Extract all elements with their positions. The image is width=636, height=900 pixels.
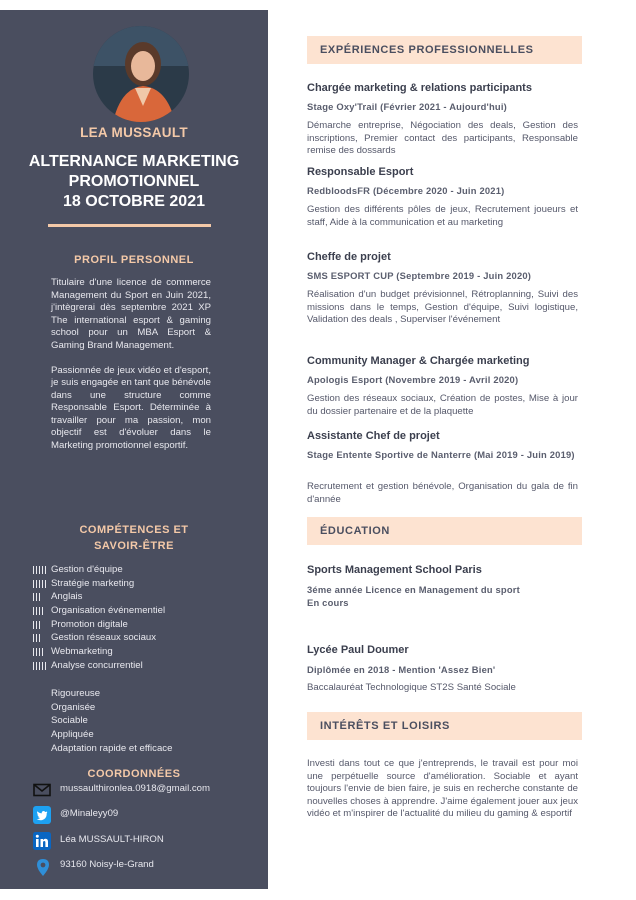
job-title: Cheffe de projet <box>307 251 391 263</box>
title-divider <box>48 224 211 227</box>
skill-item <box>33 590 253 604</box>
skill-item <box>33 631 253 645</box>
skill-label: Gestion réseaux sociaux <box>51 632 157 644</box>
profil-text <box>51 277 211 465</box>
skill-level-bar <box>36 593 37 601</box>
skill-item <box>33 659 253 673</box>
job-title: Chargée marketing & relations participants <box>307 82 532 94</box>
skill-level-bar <box>39 662 40 670</box>
skill-level-bar <box>36 634 37 642</box>
skills-list <box>33 563 253 673</box>
skill-label: Organisation événementiel <box>51 605 166 617</box>
skill-level-bar <box>42 566 43 574</box>
skill-level-bar <box>42 648 43 656</box>
skill-level-bar <box>39 566 40 574</box>
twitter-handle: @Minaleyy09 <box>60 808 119 819</box>
skill-label: Gestion d'équipe <box>51 564 123 575</box>
linkedin-name: Léa MUSSAULT-HIRON <box>60 834 164 845</box>
skill-level-bar <box>39 607 40 615</box>
contact-email[interactable] <box>33 781 263 799</box>
skill-level-bar <box>36 566 37 574</box>
hobbies-heading: INTÉRÊTS ET LOISIRS <box>320 720 450 732</box>
school-detail <box>307 583 520 609</box>
school-status: En cours <box>307 597 349 608</box>
skill-level-bar <box>36 662 37 670</box>
profil-paragraph: Passionnée de jeux vidéo et d'esport, je suis engagée en tant que bénévole dans une structure comme Responsable Esport. Déterminée à travailler pour ma passion, mon objectif est d'évoluer dans le Marketing promotionnel esportif. <box>51 364 211 451</box>
school-name: Sports Management School Paris <box>307 564 482 576</box>
contact-linkedin[interactable] <box>33 832 263 850</box>
skill-level-bar <box>42 662 43 670</box>
cv-title-line: 18 OCTOBRE 2021 <box>63 193 205 210</box>
skill-level-bar <box>45 580 46 588</box>
skill-level-bar <box>42 580 43 588</box>
contact-heading: COORDONNÉES <box>87 768 181 780</box>
skill-level-bar <box>42 607 43 615</box>
skill-level-bar <box>39 580 40 588</box>
quality-item: Sociable <box>51 715 88 727</box>
job-subtitle: Stage Entente Sportive de Nanterre (Mai 2019 - Juin 2019) <box>307 449 575 460</box>
skill-label: Analyse concurrentiel <box>51 659 143 671</box>
skill-level-bar <box>33 607 34 615</box>
job-title: Responsable Esport <box>307 166 414 178</box>
location-pin-icon <box>34 856 52 878</box>
skill-level-bar <box>39 648 40 656</box>
job-title: Assistante Chef de projet <box>307 430 440 442</box>
skill-level-bars <box>33 662 46 670</box>
skill-level-bar <box>36 580 37 588</box>
skill-level-bars <box>33 634 40 642</box>
job-subtitle: RedbloodsFR (Décembre 2020 - Juin 2021) <box>307 185 505 196</box>
skill-level-bar <box>33 566 34 574</box>
profile-photo <box>93 26 189 122</box>
location-text: 93160 Noisy-le-Grand <box>60 859 154 870</box>
contact-twitter[interactable] <box>33 806 263 824</box>
school-description: Baccalauréat Technologique ST2S Santé Sociale <box>307 682 516 693</box>
skill-level-bar <box>45 566 46 574</box>
skill-level-bar <box>36 621 37 629</box>
skill-item <box>33 645 253 659</box>
job-description: Démarche entreprise, Négociation des deals, Gestion des inscriptions, Premier contact des participants, Responsable remise des dossards <box>307 120 578 156</box>
hobbies-heading-band <box>307 712 582 740</box>
skill-level-bars <box>33 566 46 574</box>
skill-label: Webmarketing <box>51 646 113 658</box>
skill-level-bar <box>39 621 40 629</box>
job-subtitle: Stage Oxy'Trail (Février 2021 - Aujourd'hui) <box>307 101 507 112</box>
quality-item: Appliquée <box>51 729 94 741</box>
skill-level-bar <box>33 634 34 642</box>
linkedin-icon <box>33 832 51 850</box>
quality-item: Organisée <box>51 701 96 713</box>
job-description: Recrutement et gestion bénévole, Organisation du gala de fin d'année <box>307 481 578 505</box>
skill-item <box>33 577 253 591</box>
cv-title-line: ALTERNANCE MARKETING <box>28 153 240 170</box>
skills-heading-line: COMPÉTENCES ET <box>79 524 189 536</box>
skill-level-bars <box>33 607 43 615</box>
skill-level-bar <box>33 621 34 629</box>
skill-level-bar <box>36 607 37 615</box>
twitter-icon <box>33 806 51 824</box>
hobbies-text: Investi dans tout ce que j'entreprends, le travail est pour moi une perpétuelle source d'amélioration. Sociable et ayant toujours l'envie de bien faire, je suis en recherche constante de nouvelles choses à apprendre. J'aime également jouer aux jeux vidéo et m'inspirer de l'actualité du milieu du gaming & esportif <box>307 758 578 820</box>
skill-label: Promotion digitale <box>51 618 128 630</box>
email-text: mussaulthironlea.0918@gmail.com <box>60 783 210 794</box>
skill-label: Stratégie marketing <box>51 577 135 589</box>
job-subtitle: SMS ESPORT CUP (Septembre 2019 - Juin 2020) <box>307 270 532 281</box>
experience-heading: EXPÉRIENCES PROFESSIONNELLES <box>320 44 534 56</box>
skill-label: Anglais <box>51 591 83 603</box>
skill-level-bar <box>33 648 34 656</box>
skill-level-bar <box>39 634 40 642</box>
skill-level-bar <box>33 662 34 670</box>
skill-item <box>33 618 253 632</box>
job-description: Gestion des réseaux sociaux, Création de postes, Mise à jour du dossier partenaire et de la plaquette <box>307 393 578 417</box>
school-name: Lycée Paul Doumer <box>307 644 409 656</box>
person-name: LEA MUSSAULT <box>80 125 188 140</box>
skill-item <box>33 563 253 577</box>
mail-icon <box>33 781 51 799</box>
skills-heading-line: SAVOIR-ÊTRE <box>94 540 174 552</box>
skill-level-bars <box>33 648 43 656</box>
skill-level-bar <box>36 648 37 656</box>
skill-level-bar <box>45 662 46 670</box>
sidebar <box>0 10 268 889</box>
skill-level-bars <box>33 593 40 601</box>
skill-level-bars <box>33 621 40 629</box>
education-heading: ÉDUCATION <box>320 525 390 537</box>
school-degree: 3éme année Licence en Management du sport <box>307 584 520 595</box>
cv-title-line: PROMOTIONNEL <box>68 173 200 190</box>
education-heading-band <box>307 517 582 545</box>
school-degree: Diplômée en 2018 - Mention 'Assez Bien' <box>307 664 496 675</box>
skill-level-bar <box>33 580 34 588</box>
profil-paragraph: Titulaire d'une licence de commerce Management du Sport en Juin 2021, j'intègrerai dès septembre 2021 XP The international esport & gaming school pour un MBA Esport & Gaming Brand Management. <box>51 277 211 351</box>
job-description: Réalisation d'un budget prévisionnel, Rétroplanning, Suivi des missions dans le temps, Gestion d'équipe, Suivi logistique, Validation des deals , Superviser l'événement <box>307 289 578 325</box>
job-description: Gestion des différents pôles de jeux, Recrutement joueurs et staff, Aide à la communication et au marketing <box>307 204 578 228</box>
profil-heading: PROFIL PERSONNEL <box>74 254 194 266</box>
job-subtitle: Apologis Esport (Novembre 2019 - Avril 2020) <box>307 374 519 385</box>
skill-level-bar <box>39 593 40 601</box>
skill-level-bars <box>33 580 46 588</box>
quality-item: Adaptation rapide et efficace <box>51 742 173 754</box>
job-title: Community Manager & Chargée marketing <box>307 355 530 367</box>
experience-heading-band <box>307 36 582 64</box>
skills-heading <box>0 522 268 554</box>
quality-item: Rigoureuse <box>51 688 101 699</box>
skill-item <box>33 604 253 618</box>
qualities-list <box>51 687 172 756</box>
skill-level-bar <box>33 593 34 601</box>
cv-title <box>0 152 268 212</box>
contact-location <box>33 857 263 875</box>
